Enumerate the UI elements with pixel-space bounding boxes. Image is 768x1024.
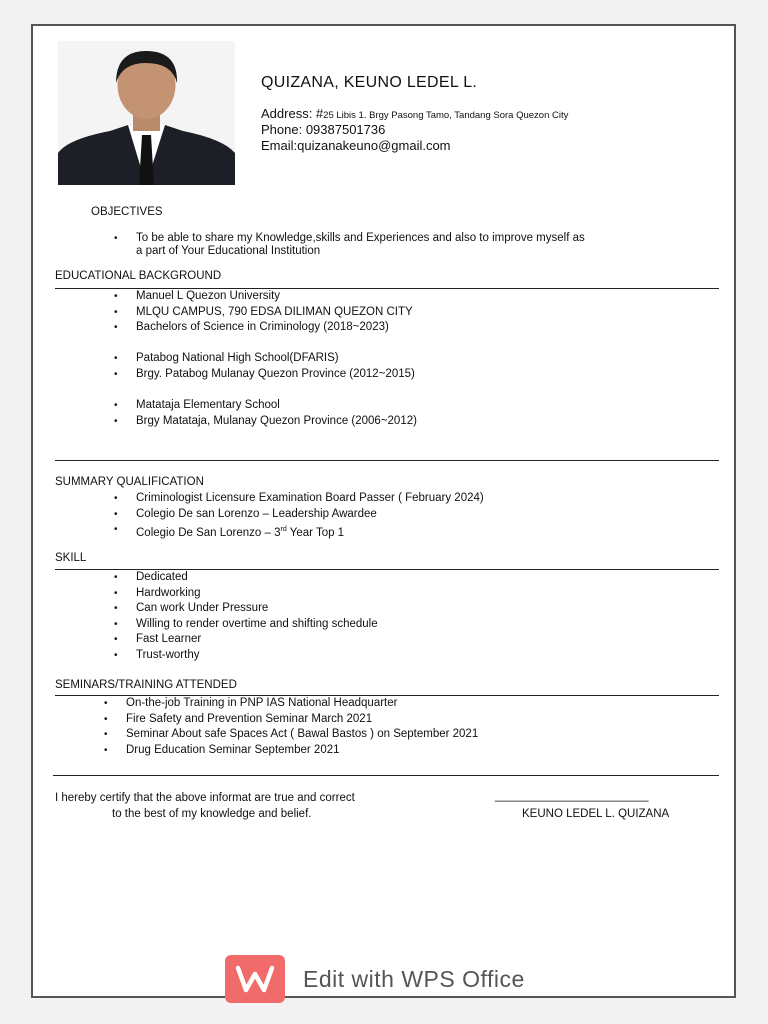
education-heading: EDUCATIONAL BACKGROUND — [55, 270, 222, 282]
school-detail: • Brgy Matataja, Mulanay Quezon Province (2006~2012) — [136, 414, 417, 430]
address-line — [261, 106, 568, 121]
school-detail: • Brgy. Patabog Mulanay Quezon Province (2012~2015) — [136, 367, 417, 383]
skill-item: • Willing to render overtime and shifting schedule — [136, 617, 378, 633]
skill-item: • Hardworking — [136, 586, 378, 602]
objectives-heading: OBJECTIVES — [91, 206, 163, 218]
school-name: • Matataja Elementary School — [136, 398, 417, 414]
certification-line-1: I hereby certify that the above informat are true and correct — [55, 792, 355, 804]
phone-value: 09387501736 — [302, 122, 386, 137]
seminars-list — [126, 696, 478, 758]
skill-item: • Can work Under Pressure — [136, 601, 378, 617]
seminars-heading: SEMINARS/TRAINING ATTENDED — [55, 679, 237, 691]
seminar-item: • On-the-job Training in PNP IAS National Headquarter — [126, 696, 478, 712]
education-list — [136, 289, 417, 429]
skill-item: • Trust-worthy — [136, 648, 378, 664]
objectives-text: • To be able to share my Knowledge,skills and Experiences and also to improve myself as a part of Your Educational Institution — [114, 232, 585, 257]
address-value: 25 Libis 1. Brgy Pasong Tamo, Tandang Sora Quezon City — [323, 110, 569, 121]
signer-name: KEUNO LEDEL L. QUIZANA — [522, 808, 670, 820]
email-line — [261, 138, 451, 153]
school-name: • Manuel L Quezon University — [136, 289, 417, 305]
objective-line: a part of Your Educational Institution — [136, 245, 321, 257]
phone-line — [261, 122, 385, 137]
school-detail: • MLQU CAMPUS, 790 EDSA DILIMAN QUEZON CITY — [136, 305, 417, 321]
seminar-item: • Fire Safety and Prevention Seminar March 2021 — [126, 712, 478, 728]
wps-logo-icon — [225, 955, 285, 1003]
email-label: Email: — [261, 138, 298, 153]
school-detail: • Bachelors of Science in Criminology (2018~2023) — [136, 320, 417, 336]
summary-item: • Colegio De San Lorenzo – 3rd Year Top 1 — [136, 522, 484, 538]
section-divider — [55, 460, 719, 461]
objective-line: To be able to share my Knowledge,skills and Experiences and also to improve myself as — [136, 232, 585, 244]
signature-line: ________________________ — [495, 790, 649, 802]
profile-photo — [58, 41, 235, 185]
summary-list — [136, 491, 484, 538]
summary-heading: SUMMARY QUALIFICATION — [55, 476, 204, 488]
skill-heading: SKILL — [55, 552, 87, 564]
address-label: Address: # — [261, 106, 324, 121]
summary-item: • Colegio De san Lorenzo – Leadership Awardee — [136, 507, 484, 523]
school-name: • Patabog National High School(DFARIS) — [136, 351, 417, 367]
phone-label: Phone: — [261, 122, 303, 137]
skill-list — [136, 570, 378, 664]
certification-line-2: to the best of my knowledge and belief. — [112, 808, 312, 820]
wps-edit-label[interactable]: Edit with WPS Office — [303, 965, 525, 992]
skill-item: • Dedicated — [136, 570, 378, 586]
seminar-item: • Seminar About safe Spaces Act ( Bawal Bastos ) on September 2021 — [126, 727, 478, 743]
section-divider — [53, 775, 719, 776]
wps-watermark[interactable] — [225, 955, 525, 1003]
summary-item: • Criminologist Licensure Examination Board Passer ( February 2024) — [136, 491, 484, 507]
email-value: quizanakeuno@gmail.com — [297, 138, 451, 153]
resume-page — [31, 24, 736, 998]
skill-item: • Fast Learner — [136, 632, 378, 648]
seminar-item: • Drug Education Seminar September 2021 — [126, 743, 478, 759]
candidate-name: QUIZANA, KEUNO LEDEL L. — [261, 74, 478, 91]
